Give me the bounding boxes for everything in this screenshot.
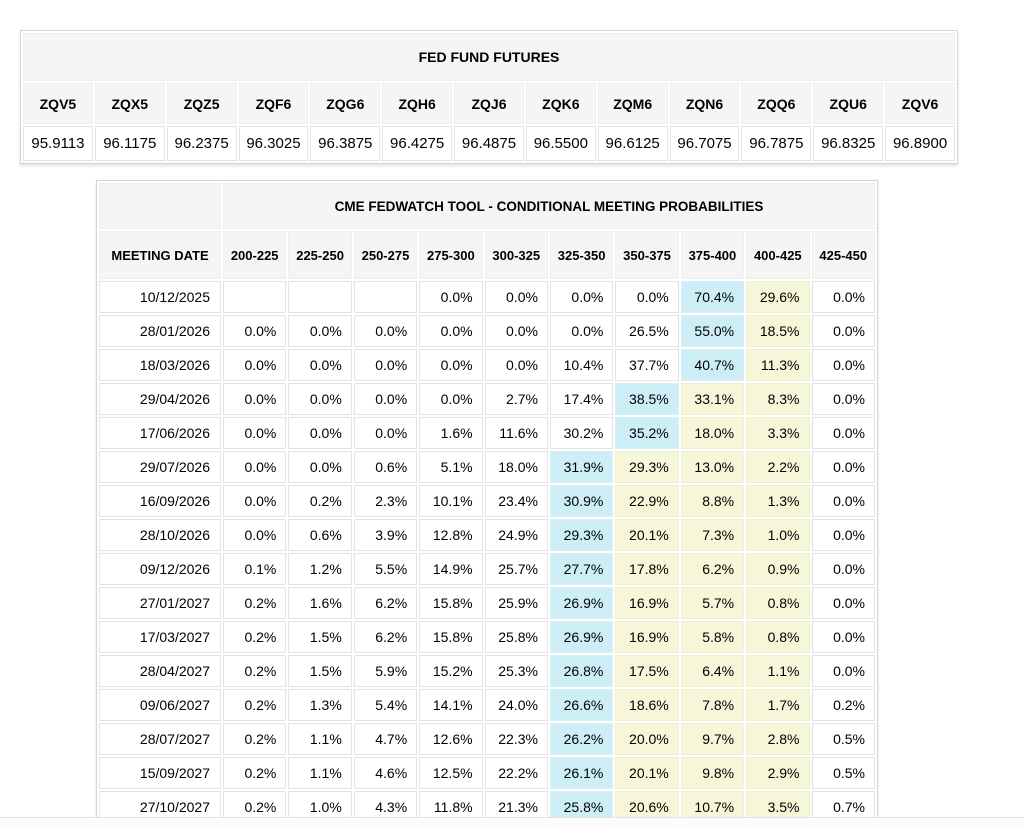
rate-range-header: 325-350 <box>550 231 613 279</box>
probability-cell: 4.7% <box>354 723 417 755</box>
probability-cell: 1.1% <box>288 757 351 789</box>
probability-cell: 10.1% <box>419 485 482 517</box>
probability-cell: 13.0% <box>681 451 744 483</box>
probability-cell: 6.2% <box>681 553 744 585</box>
probability-cell: 4.3% <box>354 791 417 823</box>
futures-price-cell: 96.2375 <box>167 126 237 161</box>
futures-price-cell: 96.1175 <box>95 126 165 161</box>
futures-contract-header: ZQN6 <box>670 83 740 124</box>
fedwatch-row <box>99 485 875 517</box>
probability-cell: 21.3% <box>485 791 548 823</box>
probability-cell: 0.0% <box>419 383 482 415</box>
probability-cell: 1.7% <box>746 689 809 721</box>
probability-cell: 1.1% <box>746 655 809 687</box>
probability-cell: 15.8% <box>419 621 482 653</box>
probability-cell: 20.6% <box>615 791 678 823</box>
probability-cell: 1.5% <box>288 655 351 687</box>
probability-cell: 14.1% <box>419 689 482 721</box>
probability-cell: 25.9% <box>485 587 548 619</box>
probability-cell: 0.0% <box>550 315 613 347</box>
probability-cell: 25.8% <box>550 791 613 823</box>
probability-cell: 0.6% <box>354 451 417 483</box>
fedwatch-row <box>99 689 875 721</box>
probability-cell: 0.0% <box>288 315 351 347</box>
rate-range-header: 250-275 <box>354 231 417 279</box>
futures-codes-row <box>23 83 955 124</box>
futures-price-cell: 96.8325 <box>813 126 883 161</box>
probability-cell: 5.1% <box>419 451 482 483</box>
probability-cell: 26.5% <box>615 315 678 347</box>
futures-contract-header: ZQF6 <box>239 83 309 124</box>
futures-contract-header: ZQV6 <box>885 83 955 124</box>
futures-price-cell: 96.8900 <box>885 126 955 161</box>
meeting-date-cell: 18/03/2026 <box>99 349 221 381</box>
probability-cell: 24.0% <box>485 689 548 721</box>
probability-cell: 0.0% <box>354 417 417 449</box>
probability-cell: 5.8% <box>681 621 744 653</box>
probability-cell: 0.5% <box>812 723 875 755</box>
probability-cell: 23.4% <box>485 485 548 517</box>
probability-cell: 0.0% <box>223 451 286 483</box>
probability-cell: 26.2% <box>550 723 613 755</box>
meeting-date-cell: 29/07/2026 <box>99 451 221 483</box>
probability-cell: 12.6% <box>419 723 482 755</box>
probability-cell: 0.8% <box>746 587 809 619</box>
probability-cell: 15.8% <box>419 587 482 619</box>
probability-cell: 0.0% <box>354 383 417 415</box>
futures-contract-header: ZQZ5 <box>167 83 237 124</box>
fedwatch-header-row <box>99 231 875 279</box>
fedwatch-row <box>99 349 875 381</box>
futures-contract-header: ZQQ6 <box>741 83 811 124</box>
probability-cell: 38.5% <box>615 383 678 415</box>
meeting-date-cell: 27/01/2027 <box>99 587 221 619</box>
probability-cell: 10.7% <box>681 791 744 823</box>
futures-price-cell: 96.3025 <box>239 126 309 161</box>
probability-cell: 8.8% <box>681 485 744 517</box>
probability-cell: 0.2% <box>223 621 286 653</box>
futures-title-row <box>23 33 955 81</box>
probability-cell: 11.6% <box>485 417 548 449</box>
probability-cell: 0.0% <box>288 417 351 449</box>
fedwatch-row <box>99 655 875 687</box>
probability-cell: 17.5% <box>615 655 678 687</box>
meeting-date-cell: 17/03/2027 <box>99 621 221 653</box>
probability-cell: 0.5% <box>812 757 875 789</box>
probability-cell: 0.0% <box>223 349 286 381</box>
probability-cell: 2.9% <box>746 757 809 789</box>
probability-cell: 0.0% <box>419 315 482 347</box>
futures-prices-row <box>23 126 955 161</box>
probability-cell: 0.2% <box>288 485 351 517</box>
probability-cell: 1.2% <box>288 553 351 585</box>
probability-cell: 22.3% <box>485 723 548 755</box>
probability-cell: 25.7% <box>485 553 548 585</box>
meeting-date-cell: 09/06/2027 <box>99 689 221 721</box>
probability-cell: 20.0% <box>615 723 678 755</box>
fedwatch-table <box>96 180 878 826</box>
probability-cell: 0.2% <box>223 587 286 619</box>
probability-cell: 1.6% <box>288 587 351 619</box>
probability-cell: 30.9% <box>550 485 613 517</box>
fedwatch-row <box>99 383 875 415</box>
probability-cell: 1.6% <box>419 417 482 449</box>
probability-cell: 3.9% <box>354 519 417 551</box>
probability-cell: 12.5% <box>419 757 482 789</box>
probability-cell: 0.0% <box>288 451 351 483</box>
futures-price-cell: 96.5500 <box>526 126 596 161</box>
rate-range-header: 300-325 <box>485 231 548 279</box>
meeting-date-cell: 16/09/2026 <box>99 485 221 517</box>
probability-cell: 0.0% <box>812 553 875 585</box>
probability-cell: 0.2% <box>223 689 286 721</box>
probability-cell: 9.8% <box>681 757 744 789</box>
probability-cell: 0.0% <box>419 349 482 381</box>
probability-cell: 26.1% <box>550 757 613 789</box>
probability-cell: 0.0% <box>812 315 875 347</box>
futures-price-cell: 96.6125 <box>598 126 668 161</box>
probability-cell: 0.0% <box>485 281 548 313</box>
probability-cell: 0.0% <box>354 349 417 381</box>
probability-cell: 20.1% <box>615 757 678 789</box>
probability-cell: 0.2% <box>223 757 286 789</box>
probability-cell: 0.0% <box>812 281 875 313</box>
probability-cell: 1.0% <box>288 791 351 823</box>
probability-cell: 6.2% <box>354 621 417 653</box>
fedwatch-row <box>99 519 875 551</box>
fedwatch-row <box>99 553 875 585</box>
probability-cell: 12.8% <box>419 519 482 551</box>
futures-price-cell: 96.3875 <box>310 126 380 161</box>
fedwatch-table-title: CME FEDWATCH TOOL - CONDITIONAL MEETING PROBABILITIES <box>223 183 875 229</box>
probability-cell: 33.1% <box>681 383 744 415</box>
probability-cell: 0.0% <box>485 315 548 347</box>
probability-cell: 0.0% <box>812 383 875 415</box>
probability-cell: 7.3% <box>681 519 744 551</box>
probability-cell: 1.3% <box>746 485 809 517</box>
fedwatch-row <box>99 587 875 619</box>
futures-table-title: FED FUND FUTURES <box>23 33 955 81</box>
probability-cell: 0.0% <box>812 655 875 687</box>
probability-cell: 22.9% <box>615 485 678 517</box>
probability-cell: 26.8% <box>550 655 613 687</box>
probability-cell: 5.9% <box>354 655 417 687</box>
probability-cell: 70.4% <box>681 281 744 313</box>
probability-cell: 15.2% <box>419 655 482 687</box>
probability-cell: 2.8% <box>746 723 809 755</box>
probability-cell: 1.0% <box>746 519 809 551</box>
probability-cell: 17.8% <box>615 553 678 585</box>
meeting-date-cell: 28/10/2026 <box>99 519 221 551</box>
probability-cell: 3.3% <box>746 417 809 449</box>
probability-cell: 18.0% <box>485 451 548 483</box>
futures-contract-header: ZQU6 <box>813 83 883 124</box>
probability-cell: 29.6% <box>746 281 809 313</box>
futures-contract-header: ZQJ6 <box>454 83 524 124</box>
probability-cell: 0.0% <box>812 621 875 653</box>
probability-cell: 31.9% <box>550 451 613 483</box>
rate-range-header: 375-400 <box>681 231 744 279</box>
meeting-date-cell: 09/12/2026 <box>99 553 221 585</box>
probability-cell: 1.3% <box>288 689 351 721</box>
page-bottom-divider <box>0 817 1024 826</box>
probability-cell: 17.4% <box>550 383 613 415</box>
probability-cell: 1.5% <box>288 621 351 653</box>
probability-cell: 0.8% <box>746 621 809 653</box>
probability-cell: 30.2% <box>550 417 613 449</box>
probability-cell: 0.0% <box>223 519 286 551</box>
rate-range-header: 400-425 <box>746 231 809 279</box>
probability-cell: 18.6% <box>615 689 678 721</box>
fedwatch-row <box>99 723 875 755</box>
probability-cell: 0.6% <box>288 519 351 551</box>
probability-cell: 5.7% <box>681 587 744 619</box>
probability-cell: 6.4% <box>681 655 744 687</box>
probability-cell: 26.9% <box>550 587 613 619</box>
probability-cell: 0.2% <box>812 689 875 721</box>
probability-cell: 0.0% <box>812 349 875 381</box>
probability-cell: 27.7% <box>550 553 613 585</box>
fedwatch-corner-cell <box>99 183 221 229</box>
probability-cell <box>223 281 286 313</box>
probability-cell: 25.3% <box>485 655 548 687</box>
probability-cell: 26.9% <box>550 621 613 653</box>
probability-cell: 8.3% <box>746 383 809 415</box>
futures-price-cell: 96.4875 <box>454 126 524 161</box>
probability-cell: 18.5% <box>746 315 809 347</box>
probability-cell: 0.0% <box>354 315 417 347</box>
fedwatch-row <box>99 281 875 313</box>
probability-cell: 22.2% <box>485 757 548 789</box>
probability-cell: 0.0% <box>223 383 286 415</box>
probability-cell: 20.1% <box>615 519 678 551</box>
fed-fund-futures-table <box>20 30 958 164</box>
futures-contract-header: ZQH6 <box>382 83 452 124</box>
probability-cell: 35.2% <box>615 417 678 449</box>
probability-cell: 0.0% <box>812 485 875 517</box>
meeting-date-cell: 29/04/2026 <box>99 383 221 415</box>
probability-cell: 2.7% <box>485 383 548 415</box>
futures-price-cell: 96.7075 <box>670 126 740 161</box>
probability-cell: 0.0% <box>223 485 286 517</box>
rate-range-header: 200-225 <box>223 231 286 279</box>
probability-cell: 0.0% <box>223 315 286 347</box>
probability-cell: 5.5% <box>354 553 417 585</box>
fedwatch-row <box>99 621 875 653</box>
futures-contract-header: ZQM6 <box>598 83 668 124</box>
futures-price-cell: 95.9113 <box>23 126 93 161</box>
probability-cell: 29.3% <box>615 451 678 483</box>
probability-cell: 10.4% <box>550 349 613 381</box>
probability-cell: 0.0% <box>812 587 875 619</box>
probability-cell: 14.9% <box>419 553 482 585</box>
meeting-date-cell: 15/09/2027 <box>99 757 221 789</box>
fedwatch-row <box>99 417 875 449</box>
probability-cell: 2.3% <box>354 485 417 517</box>
probability-cell: 26.6% <box>550 689 613 721</box>
probability-cell: 0.2% <box>223 655 286 687</box>
fedwatch-row <box>99 757 875 789</box>
rate-range-header: 275-300 <box>419 231 482 279</box>
meeting-date-column-header: MEETING DATE <box>99 231 221 279</box>
probability-cell: 18.0% <box>681 417 744 449</box>
probability-cell: 24.9% <box>485 519 548 551</box>
rate-range-header: 350-375 <box>615 231 678 279</box>
futures-price-cell: 96.7875 <box>741 126 811 161</box>
fedwatch-row <box>99 315 875 347</box>
probability-cell: 0.0% <box>223 417 286 449</box>
rate-range-header: 225-250 <box>288 231 351 279</box>
probability-cell: 0.1% <box>223 553 286 585</box>
probability-cell: 0.0% <box>288 383 351 415</box>
rate-range-header: 425-450 <box>812 231 875 279</box>
probability-cell: 11.3% <box>746 349 809 381</box>
probability-cell: 0.2% <box>223 723 286 755</box>
meeting-date-cell: 28/07/2027 <box>99 723 221 755</box>
meeting-date-cell: 17/06/2026 <box>99 417 221 449</box>
meeting-date-cell: 10/12/2025 <box>99 281 221 313</box>
meeting-date-cell: 28/04/2027 <box>99 655 221 687</box>
probability-cell: 2.2% <box>746 451 809 483</box>
probability-cell: 0.0% <box>419 281 482 313</box>
probability-cell: 0.2% <box>223 791 286 823</box>
probability-cell: 40.7% <box>681 349 744 381</box>
fedwatch-row <box>99 451 875 483</box>
probability-cell: 0.0% <box>812 417 875 449</box>
probability-cell: 11.8% <box>419 791 482 823</box>
probability-cell: 0.0% <box>288 349 351 381</box>
probability-cell <box>354 281 417 313</box>
probability-cell: 0.7% <box>812 791 875 823</box>
futures-contract-header: ZQX5 <box>95 83 165 124</box>
probability-cell <box>288 281 351 313</box>
probability-cell: 5.4% <box>354 689 417 721</box>
probability-cell: 0.0% <box>485 349 548 381</box>
probability-cell: 16.9% <box>615 587 678 619</box>
probability-cell: 1.1% <box>288 723 351 755</box>
probability-cell: 55.0% <box>681 315 744 347</box>
meeting-date-cell: 27/10/2027 <box>99 791 221 823</box>
futures-contract-header: ZQK6 <box>526 83 596 124</box>
probability-cell: 6.2% <box>354 587 417 619</box>
probability-cell: 7.8% <box>681 689 744 721</box>
probability-cell: 29.3% <box>550 519 613 551</box>
meeting-date-cell: 28/01/2026 <box>99 315 221 347</box>
probability-cell: 3.5% <box>746 791 809 823</box>
probability-cell: 9.7% <box>681 723 744 755</box>
probability-cell: 25.8% <box>485 621 548 653</box>
probability-cell: 0.0% <box>550 281 613 313</box>
probability-cell: 16.9% <box>615 621 678 653</box>
probability-cell: 4.6% <box>354 757 417 789</box>
futures-contract-header: ZQV5 <box>23 83 93 124</box>
futures-price-cell: 96.4275 <box>382 126 452 161</box>
probability-cell: 0.9% <box>746 553 809 585</box>
futures-contract-header: ZQG6 <box>310 83 380 124</box>
probability-cell: 0.0% <box>615 281 678 313</box>
fedwatch-title-row <box>99 183 875 229</box>
probability-cell: 37.7% <box>615 349 678 381</box>
probability-cell: 0.0% <box>812 519 875 551</box>
probability-cell: 0.0% <box>812 451 875 483</box>
